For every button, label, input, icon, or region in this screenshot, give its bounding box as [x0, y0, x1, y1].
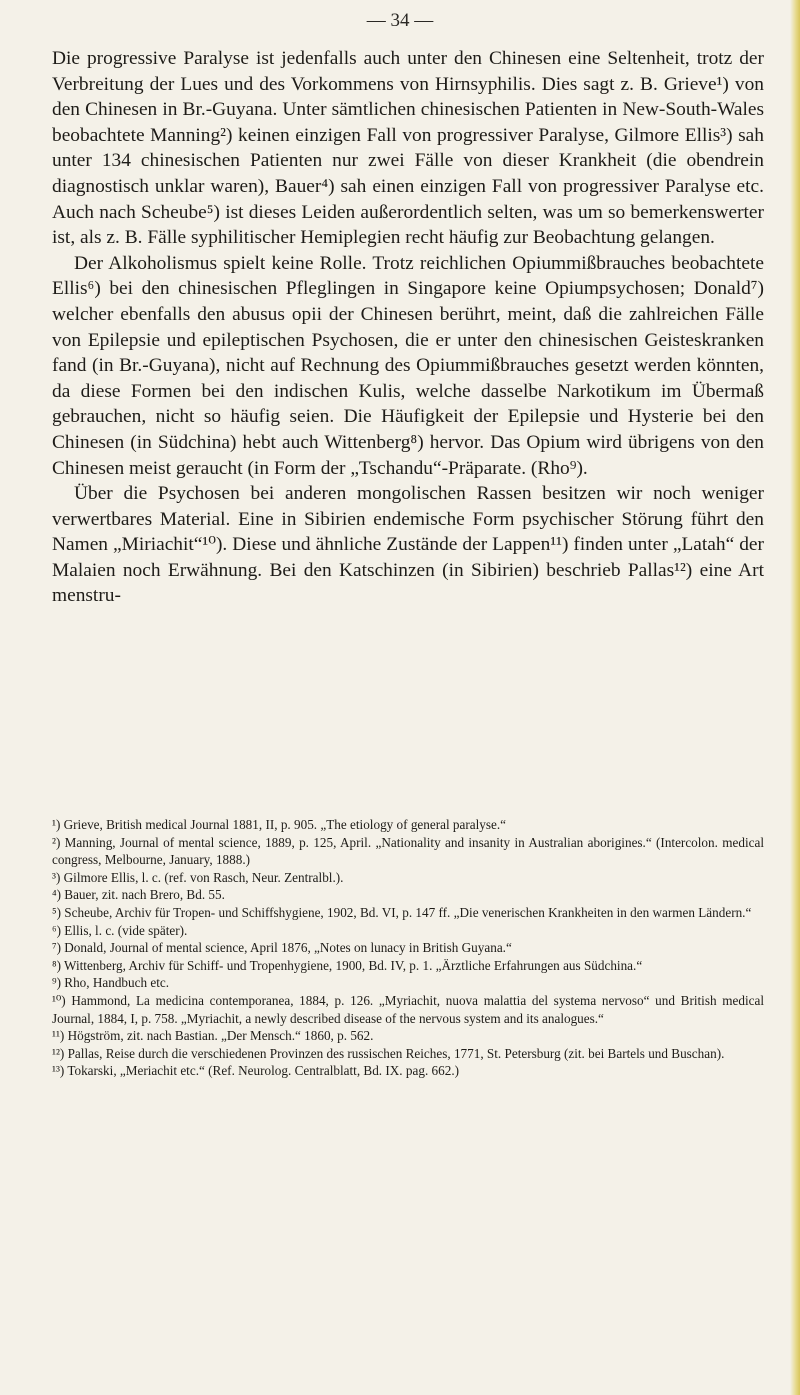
paragraph-1: Die progressive Paralyse ist jedenfalls auch unter den Chinesen eine Seltenheit, trotz der Verbreitung der Lues und des Vorkommens von Hirnsyphilis. Dies sagt z. B. Grieve¹) von den Chinesen in Br.-Guyana. Unter sämtlichen chinesischen Patienten in New-South-Wales beobachtete Manning²) keinen einzigen Fall von progressiver Paralyse, Gilmore Ellis³) sah unter 134 chinesischen Patienten nur zwei Fälle von dieser Krankheit (die obendrein diagnostisch unklar waren), Bauer⁴) sah einen einzigen Fall von progressiver Paralyse etc. Auch nach Scheube⁵) ist dieses Leiden außerordentlich selten, was um so bemerkenswerter ist, als z. B. Fälle syphilitischer Hemiplegien recht häufig zur Beobachtung gelangen.	[52, 48, 764, 249]
footnote-3: ³) Gilmore Ellis, l. c. (ref. von Rasch, Neur. Zentralbl.).	[52, 869, 344, 885]
footnote-5: ⁵) Scheube, Archiv für Tropen- und Schiffshygiene, 1902, Bd. VI, p. 147 ff. „Die venerischen Krankheiten in den warmen Ländern.“	[52, 904, 752, 920]
footnote-6: ⁶) Ellis, l. c. (vide später).	[52, 922, 188, 938]
page-edge	[790, 0, 800, 1395]
footnote-2: ²) Manning, Journal of mental science, 1889, p. 125, April. „Nationality and insanity in Australian aborigines.“ (Intercolon. medical congress, Melbourne, January, 1888.)	[52, 834, 764, 868]
footnotes	[52, 816, 764, 1080]
footnote-13: ¹³) Tokarski, „Meriachit etc.“ (Ref. Neurolog. Centralblatt, Bd. IX. pag. 662.)	[52, 1063, 460, 1079]
paragraph-2: Der Alkoholismus spielt keine Rolle. Trotz reichlichen Opiummißbrauches beobachtete Ellis⁶) bei den chinesischen Pfleglingen in Singapore keine Opiumpsychosen; Donald⁷) welcher ebenfalls den abusus opii der Chinesen berührt, meint, daß die zahlreichen Fälle von Epilepsie und epileptischen Psychosen, die er unter den chinesischen Geisteskranken fand (in Br.-Guyana), nicht auf Rechnung des Opiummißbrauches gesetzt werden könnten, da diese Formen bei den indischen Kulis, welche dasselbe Narkotikum im Übermaß gebrauchen, nicht so häufig seien. Die Häufigkeit der Epilepsie und Hysterie bei den Chinesen (in Südchina) hebt auch Wittenberg⁸) hervor. Das Opium wird übrigens von den Chinesen meist geraucht (in Form der „Tschandu“-Präparate. (Rho⁹).	[52, 252, 764, 479]
footnote-9: ⁹) Rho, Handbuch etc.	[52, 975, 170, 991]
footnote-7: ⁷) Donald, Journal of mental science, April 1876, „Notes on lunacy in British Guyana.“	[52, 940, 512, 956]
paragraph-3: Über die Psychosen bei anderen mongolischen Rassen besitzen wir noch weniger verwertbares Material. Eine in Sibirien endemische Form psychischer Störung führt den Namen „Miriachit“¹⁰). Diese und ähnliche Zustände der Lappen¹¹) finden unter „Latah“ der Malaien noch Erwähnung. Bei den Katschinzen (in Sibirien) beschrieb Pallas¹²) eine Art menstru-	[52, 483, 764, 607]
footnote-1: ¹) Grieve, British medical Journal 1881, II, p. 905. „The etiology of general paralyse.“	[52, 817, 507, 832]
footnote-8: ⁸) Wittenberg, Archiv für Schiff- und Tropenhygiene, 1900, Bd. IV, p. 1. „Ärztliche Erfahrungen aus Südchina.“	[52, 957, 643, 973]
footnote-4: ⁴) Bauer, zit. nach Brero, Bd. 55.	[52, 887, 225, 903]
footnote-12: ¹²) Pallas, Reise durch die verschiedenen Provinzen des russischen Reiches, 1771, St. Petersburg (zit. bei Bartels und Buschan).	[52, 1045, 725, 1061]
footnote-11: ¹¹) Högström, zit. nach Bastian. „Der Mensch.“ 1860, p. 562.	[52, 1028, 374, 1044]
footnote-10: ¹⁰) Hammond, La medicina contemporanea, 1884, p. 126. „Myriachit, nuova malattia del systema nervoso“ und British medical Journal, 1884, I, p. 758. „Myriachit, a newly described disease of the nervous system and its analogues.“	[52, 992, 764, 1026]
body-text	[52, 46, 764, 609]
page-number: — 34 —	[366, 10, 434, 31]
